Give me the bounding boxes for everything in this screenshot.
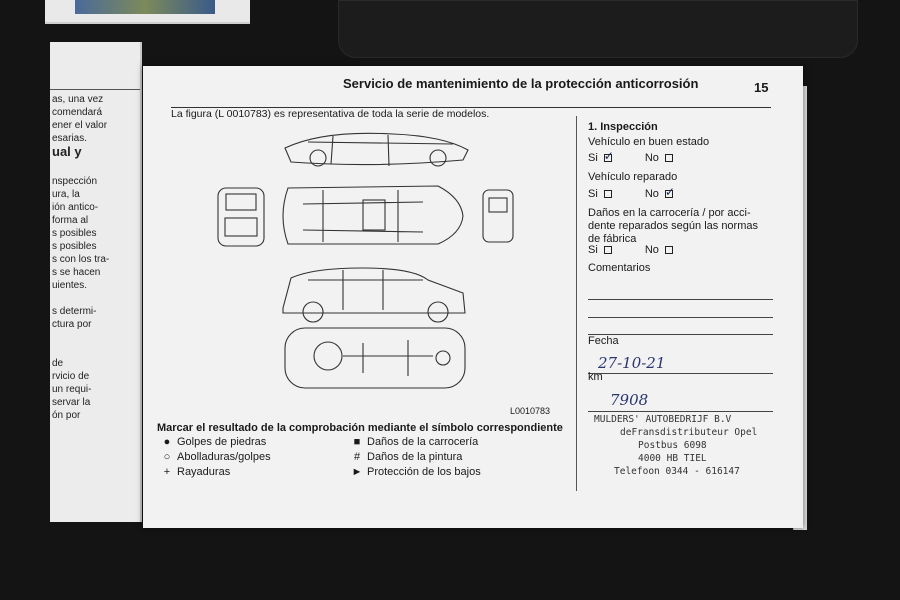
question-damage-line: dente reparados según las normas xyxy=(588,220,758,232)
top-booklet xyxy=(45,0,250,24)
left-line: esarias. xyxy=(52,133,88,144)
km-label: km xyxy=(588,371,603,383)
left-line: de xyxy=(52,358,64,369)
date-handwritten: 27-10-21 xyxy=(598,354,666,372)
dealer-stamp-line: 4000 HB TIEL xyxy=(638,453,707,464)
answer-row xyxy=(588,188,673,200)
left-line: comendará xyxy=(52,107,103,118)
scratch-symbol-icon: + xyxy=(163,466,171,478)
legend-item xyxy=(157,436,266,448)
background-bag xyxy=(338,0,858,58)
left-page-rule xyxy=(50,89,142,90)
intro-text: La figura (L 0010783) es representativa de toda la serie de modelos. xyxy=(171,108,490,120)
answer-row xyxy=(588,152,673,164)
left-line: ener el valor xyxy=(52,120,108,131)
dealer-stamp-line: Telefoon 0344 - 616147 xyxy=(614,466,740,477)
car-top-outline-icon xyxy=(285,133,468,166)
figure-code: L0010783 xyxy=(510,406,551,416)
left-line: ctura por xyxy=(52,319,92,330)
question-damage-line: Daños en la carrocería / por acci- xyxy=(588,207,751,219)
left-line: s posibles xyxy=(52,241,97,252)
comment-line[interactable] xyxy=(588,317,773,318)
comment-line[interactable] xyxy=(588,299,773,300)
legend-label: Protección de los bajos xyxy=(367,466,481,478)
legend-item xyxy=(157,451,271,463)
page-title: Servicio de mantenimiento de la protección anticorrosión xyxy=(343,76,699,91)
left-page xyxy=(50,42,142,522)
date-label: Fecha xyxy=(588,335,619,347)
left-line: rvicio de xyxy=(52,371,90,382)
yes-label: Si xyxy=(588,188,598,200)
date-line[interactable] xyxy=(588,373,773,374)
paint-damage-symbol-icon: # xyxy=(353,451,361,463)
no-label: No xyxy=(644,188,659,200)
km-line[interactable] xyxy=(588,411,773,412)
legend-item xyxy=(347,466,481,478)
dent-symbol-icon: ○ xyxy=(163,451,171,463)
booklet-photo xyxy=(75,0,215,14)
dealer-stamp-line: Postbus 6098 xyxy=(638,440,707,451)
stamp-dealer: Fransdistributeur xyxy=(631,427,729,438)
left-heading: ual y xyxy=(52,144,82,159)
left-line: ón por xyxy=(52,410,81,421)
legend-label: Daños de la pintura xyxy=(367,451,463,463)
left-line: ura, la xyxy=(52,189,80,200)
stone-chip-symbol-icon: ● xyxy=(163,436,171,448)
yes-label: Si xyxy=(588,244,598,256)
legend-label: Daños de la carrocería xyxy=(367,436,479,448)
left-line: s determi- xyxy=(52,306,97,317)
yes-label: Si xyxy=(588,152,598,164)
left-line: s se hacen xyxy=(52,267,101,278)
legend-label: Rayaduras xyxy=(177,466,231,478)
left-line: s posibles xyxy=(52,228,97,239)
left-line: nspección xyxy=(52,176,98,187)
column-divider xyxy=(576,116,577,491)
km-handwritten: 7908 xyxy=(610,391,649,409)
car-rear-view-icon xyxy=(483,190,513,242)
comments-label: Comentarios xyxy=(588,262,651,274)
dealer-stamp-line: MULDERS' AUTOBEDRIJF B.V xyxy=(594,414,732,425)
underbody-protection-symbol-icon: ► xyxy=(351,466,363,478)
body-damage-symbol-icon: ■ xyxy=(353,436,361,448)
checkbox-yes-damage[interactable] xyxy=(604,246,612,254)
question-repaired: Vehículo reparado xyxy=(588,171,678,183)
left-line: forma al xyxy=(52,215,89,226)
car-side-plan-icon xyxy=(283,186,463,244)
checkbox-no-good[interactable] xyxy=(665,154,673,162)
legend-label: Abolladuras/golpes xyxy=(177,451,271,463)
car-side-view-icon xyxy=(283,268,465,322)
left-line: un requi- xyxy=(52,384,92,395)
checkbox-no-repaired[interactable] xyxy=(665,190,673,198)
page-number: 15 xyxy=(754,80,769,95)
legend-title: Marcar el resultado de la comprobación mediante el símbolo correspondiente xyxy=(157,422,563,434)
left-line: servar la xyxy=(52,397,91,408)
car-front-view-icon xyxy=(218,188,264,246)
left-line: ión antico- xyxy=(52,202,99,213)
car-underbody-icon xyxy=(285,328,465,388)
stamp-suffix: Opel xyxy=(734,427,758,438)
car-diagram xyxy=(213,128,523,398)
service-page xyxy=(143,66,803,528)
legend-item xyxy=(157,466,230,478)
checkbox-yes-good[interactable] xyxy=(604,154,612,162)
legend-item xyxy=(347,451,462,463)
left-line: s con los tra- xyxy=(52,254,110,265)
checkbox-yes-repaired[interactable] xyxy=(604,190,612,198)
inspection-heading: 1. Inspección xyxy=(588,121,658,133)
answer-row xyxy=(588,244,673,256)
legend-item xyxy=(347,436,478,448)
no-label: No xyxy=(644,152,659,164)
legend-label: Golpes de piedras xyxy=(177,436,267,448)
checkbox-no-damage[interactable] xyxy=(665,246,673,254)
stamp-prefix: de xyxy=(620,427,632,438)
question-damage-line: de fábrica xyxy=(588,233,637,245)
question-good-condition: Vehículo en buen estado xyxy=(588,136,710,148)
left-line: as, una vez xyxy=(52,94,104,105)
dealer-stamp-line xyxy=(620,427,757,438)
no-label: No xyxy=(644,244,659,256)
left-line: uientes. xyxy=(52,280,88,291)
